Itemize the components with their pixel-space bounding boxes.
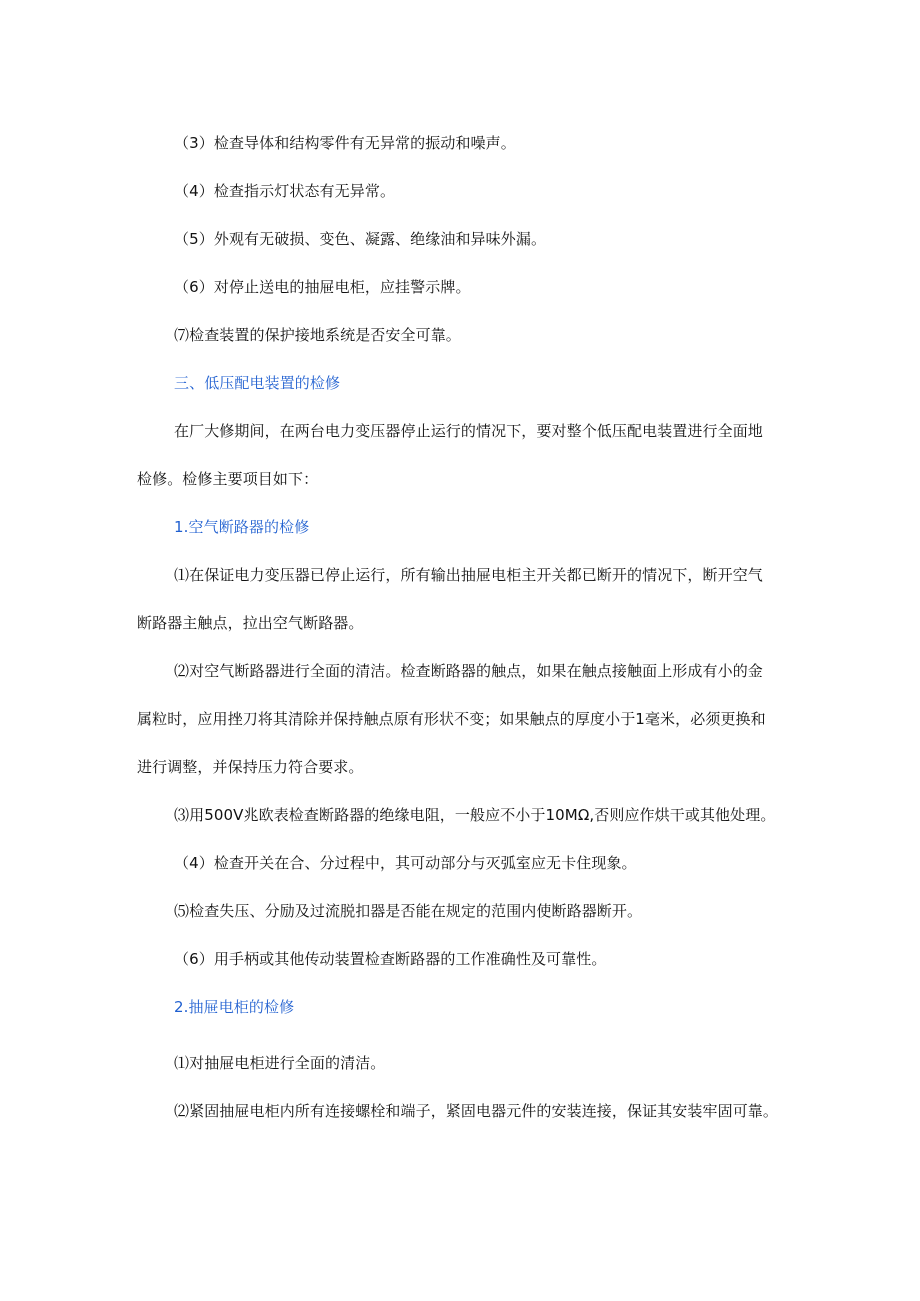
- cabinet-item-1: ⑴对抽屉电柜进行全面的清洁。: [174, 1054, 386, 1072]
- intro-paragraph-line-2: 检修。检修主要项目如下：: [137, 470, 319, 488]
- section-heading-3: 三、低压配电装置的检修: [174, 374, 341, 392]
- breaker-item-2-line-3: 进行调整，并保持压力符合要求。: [137, 758, 364, 776]
- breaker-item-2-line-2: 属粒时，应用挫刀将其清除并保持触点原有形状不变；如果触点的厚度小于1毫米，必须更换和: [137, 710, 766, 728]
- breaker-item-3: ⑶用500V兆欧表检查断路器的绝缘电阻，一般应不小于10MΩ,否则应作烘干或其他处理。: [174, 806, 776, 824]
- subheading-air-breaker: 1.空气断路器的检修: [174, 518, 310, 536]
- subheading-drawer-cabinet: 2.抽屉电柜的检修: [174, 998, 295, 1016]
- breaker-item-1-line-1: ⑴在保证电力变压器已停止运行，所有输出抽屉电柜主开关都已断开的情况下，断开空气: [174, 566, 763, 584]
- inspection-item-4: （4）检查指示灯状态有无异常。: [174, 182, 396, 200]
- cabinet-item-2: ⑵紧固抽屉电柜内所有连接螺栓和端子，紧固电器元件的安装连接，保证其安装牢固可靠。: [174, 1102, 779, 1120]
- breaker-item-2-line-1: ⑵对空气断路器进行全面的清洁。检查断路器的触点，如果在触点接触面上形成有小的金: [174, 662, 763, 680]
- inspection-item-7: ⑺检查装置的保护接地系统是否安全可靠。: [174, 326, 461, 344]
- intro-paragraph-line-1: 在厂大修期间，在两台电力变压器停止运行的情况下，要对整个低压配电装置进行全面地: [174, 422, 763, 440]
- breaker-item-1-line-2: 断路器主触点，拉出空气断路器。: [137, 614, 364, 632]
- breaker-item-4: （4）检查开关在合、分过程中，其可动部分与灭弧室应无卡住现象。: [174, 854, 637, 872]
- breaker-item-6: （6）用手柄或其他传动装置检查断路器的工作准确性及可靠性。: [174, 950, 607, 968]
- breaker-item-5: ⑸检查失压、分励及过流脱扣器是否能在规定的范围内使断路器断开。: [174, 902, 643, 920]
- inspection-item-3: （3）检查导体和结构零件有无异常的振动和噪声。: [174, 134, 516, 152]
- inspection-item-5: （5）外观有无破损、变色、凝露、绝缘油和异味外漏。: [174, 230, 547, 248]
- inspection-item-6: （6）对停止送电的抽屉电柜，应挂警示牌。: [174, 278, 471, 296]
